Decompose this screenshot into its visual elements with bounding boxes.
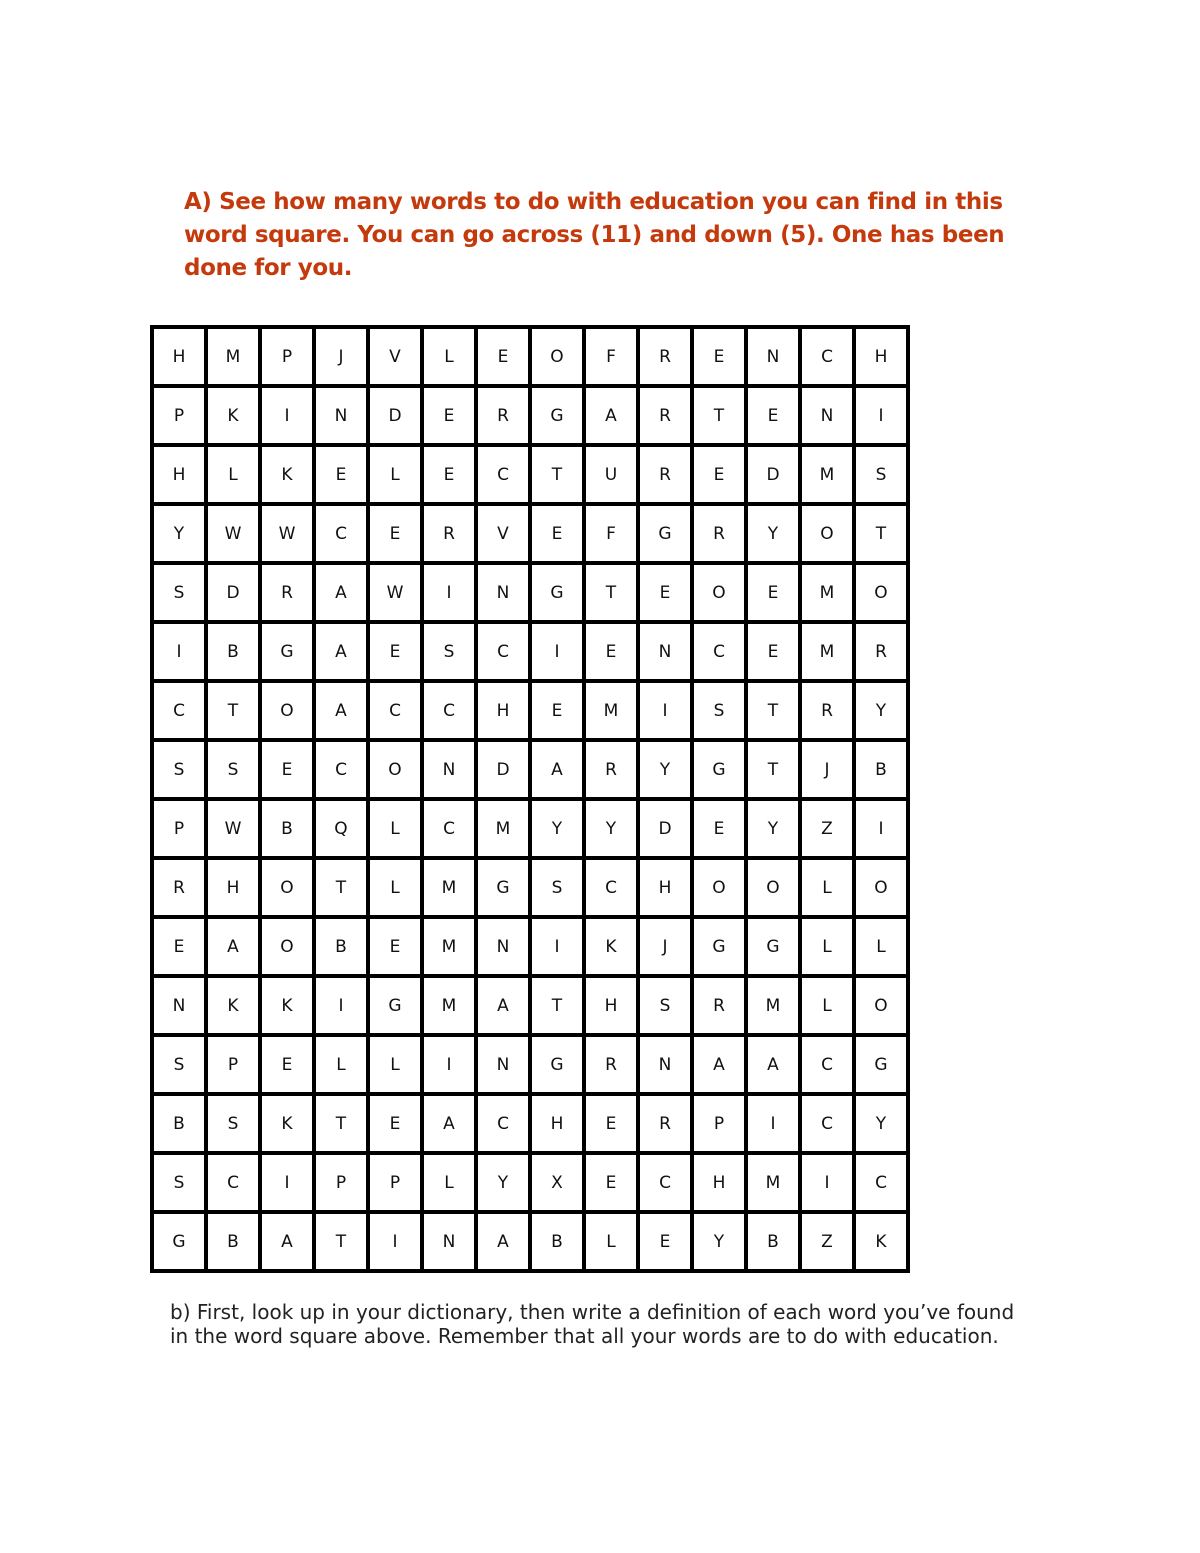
grid-row: [152, 681, 908, 740]
grid-cell[interactable]: A: [530, 740, 584, 799]
grid-cell[interactable]: B: [314, 917, 368, 976]
grid-cell[interactable]: H: [152, 445, 206, 504]
grid-cell[interactable]: R: [800, 681, 854, 740]
grid-cell[interactable]: T: [746, 740, 800, 799]
grid-cell[interactable]: M: [422, 976, 476, 1035]
grid-cell[interactable]: S: [152, 740, 206, 799]
grid-cell[interactable]: P: [260, 327, 314, 386]
grid-row: [152, 1153, 908, 1212]
grid-row: [152, 917, 908, 976]
grid-cell[interactable]: O: [854, 976, 908, 1035]
grid-cell[interactable]: W: [368, 563, 422, 622]
grid-cell[interactable]: E: [692, 445, 746, 504]
grid-row: [152, 740, 908, 799]
grid-row: [152, 563, 908, 622]
grid-cell[interactable]: A: [422, 1094, 476, 1153]
grid-cell[interactable]: A: [260, 1212, 314, 1271]
grid-cell[interactable]: R: [638, 1094, 692, 1153]
grid-cell[interactable]: M: [476, 799, 530, 858]
grid-cell[interactable]: G: [638, 504, 692, 563]
grid-cell[interactable]: J: [314, 327, 368, 386]
grid-cell[interactable]: D: [638, 799, 692, 858]
grid-cell[interactable]: G: [476, 858, 530, 917]
grid-cell[interactable]: A: [314, 563, 368, 622]
grid-cell[interactable]: Y: [854, 681, 908, 740]
grid-cell[interactable]: M: [206, 327, 260, 386]
grid-cell[interactable]: E: [692, 327, 746, 386]
grid-cell[interactable]: B: [152, 1094, 206, 1153]
grid-cell[interactable]: B: [746, 1212, 800, 1271]
grid-cell[interactable]: O: [746, 858, 800, 917]
grid-cell[interactable]: G: [152, 1212, 206, 1271]
grid-cell[interactable]: W: [206, 799, 260, 858]
grid-cell[interactable]: Y: [584, 799, 638, 858]
grid-cell[interactable]: U: [584, 445, 638, 504]
grid-row: [152, 976, 908, 1035]
grid-cell[interactable]: L: [854, 917, 908, 976]
grid-cell[interactable]: C: [152, 681, 206, 740]
grid-cell[interactable]: L: [422, 1153, 476, 1212]
grid-cell[interactable]: E: [638, 563, 692, 622]
grid-cell[interactable]: I: [368, 1212, 422, 1271]
grid-cell[interactable]: T: [314, 1094, 368, 1153]
grid-cell[interactable]: E: [584, 622, 638, 681]
grid-cell[interactable]: C: [314, 504, 368, 563]
grid-cell[interactable]: M: [422, 917, 476, 976]
grid-cell[interactable]: C: [584, 858, 638, 917]
grid-row: [152, 622, 908, 681]
grid-cell[interactable]: E: [584, 1094, 638, 1153]
grid-cell[interactable]: N: [800, 386, 854, 445]
grid-cell[interactable]: E: [368, 504, 422, 563]
grid-cell[interactable]: E: [422, 386, 476, 445]
grid-cell[interactable]: Y: [746, 504, 800, 563]
grid-cell[interactable]: D: [206, 563, 260, 622]
grid-cell[interactable]: S: [422, 622, 476, 681]
grid-cell[interactable]: I: [314, 976, 368, 1035]
grid-cell[interactable]: S: [206, 740, 260, 799]
grid-cell[interactable]: D: [476, 740, 530, 799]
grid-cell[interactable]: C: [314, 740, 368, 799]
grid-cell[interactable]: C: [638, 1153, 692, 1212]
grid-cell[interactable]: O: [530, 327, 584, 386]
grid-cell[interactable]: E: [530, 504, 584, 563]
grid-cell[interactable]: I: [746, 1094, 800, 1153]
grid-cell[interactable]: R: [584, 1035, 638, 1094]
grid-cell[interactable]: Y: [638, 740, 692, 799]
grid-cell[interactable]: E: [368, 1094, 422, 1153]
grid-cell[interactable]: E: [530, 681, 584, 740]
grid-cell[interactable]: C: [422, 681, 476, 740]
grid-cell[interactable]: S: [692, 681, 746, 740]
grid-cell[interactable]: E: [584, 1153, 638, 1212]
grid-cell[interactable]: S: [206, 1094, 260, 1153]
grid-cell[interactable]: Y: [854, 1094, 908, 1153]
grid-cell[interactable]: A: [746, 1035, 800, 1094]
grid-cell[interactable]: T: [692, 386, 746, 445]
grid-cell[interactable]: K: [260, 976, 314, 1035]
grid-cell[interactable]: M: [422, 858, 476, 917]
grid-cell[interactable]: F: [584, 327, 638, 386]
grid-cell[interactable]: E: [368, 917, 422, 976]
grid-cell[interactable]: T: [530, 445, 584, 504]
grid-cell[interactable]: N: [476, 1035, 530, 1094]
grid-cell[interactable]: J: [638, 917, 692, 976]
grid-cell[interactable]: O: [368, 740, 422, 799]
grid-cell[interactable]: O: [800, 504, 854, 563]
grid-cell[interactable]: E: [422, 445, 476, 504]
grid-cell[interactable]: P: [692, 1094, 746, 1153]
grid-cell[interactable]: H: [854, 327, 908, 386]
grid-cell[interactable]: H: [584, 976, 638, 1035]
grid-cell[interactable]: E: [746, 563, 800, 622]
grid-cell[interactable]: I: [854, 799, 908, 858]
grid-cell[interactable]: H: [152, 327, 206, 386]
grid-cell[interactable]: H: [692, 1153, 746, 1212]
grid-cell[interactable]: K: [260, 445, 314, 504]
grid-cell[interactable]: L: [368, 858, 422, 917]
grid-cell[interactable]: F: [584, 504, 638, 563]
grid-cell[interactable]: A: [476, 1212, 530, 1271]
grid-cell[interactable]: K: [584, 917, 638, 976]
grid-cell[interactable]: B: [206, 622, 260, 681]
grid-cell[interactable]: C: [422, 799, 476, 858]
grid-cell[interactable]: G: [530, 563, 584, 622]
grid-cell[interactable]: L: [800, 976, 854, 1035]
grid-cell[interactable]: T: [206, 681, 260, 740]
grid-cell[interactable]: T: [314, 858, 368, 917]
grid-cell[interactable]: N: [638, 1035, 692, 1094]
grid-cell[interactable]: P: [152, 386, 206, 445]
grid-cell[interactable]: E: [368, 622, 422, 681]
grid-cell[interactable]: G: [530, 386, 584, 445]
grid-cell[interactable]: J: [800, 740, 854, 799]
grid-cell[interactable]: T: [854, 504, 908, 563]
grid-cell[interactable]: I: [854, 386, 908, 445]
grid-cell[interactable]: R: [584, 740, 638, 799]
grid-cell[interactable]: E: [476, 327, 530, 386]
grid-cell[interactable]: D: [746, 445, 800, 504]
grid-cell[interactable]: O: [854, 858, 908, 917]
grid-cell[interactable]: P: [206, 1035, 260, 1094]
grid-cell[interactable]: E: [746, 622, 800, 681]
grid-cell[interactable]: I: [152, 622, 206, 681]
grid-cell[interactable]: S: [638, 976, 692, 1035]
grid-cell[interactable]: A: [314, 681, 368, 740]
grid-cell[interactable]: C: [476, 445, 530, 504]
grid-cell[interactable]: C: [368, 681, 422, 740]
grid-cell[interactable]: I: [422, 563, 476, 622]
grid-cell[interactable]: S: [530, 858, 584, 917]
grid-cell[interactable]: M: [746, 1153, 800, 1212]
grid-cell[interactable]: O: [260, 681, 314, 740]
grid-cell[interactable]: N: [746, 327, 800, 386]
grid-cell[interactable]: W: [206, 504, 260, 563]
grid-cell[interactable]: C: [476, 622, 530, 681]
word-square-grid: [150, 325, 910, 1273]
grid-cell[interactable]: G: [368, 976, 422, 1035]
grid-cell[interactable]: P: [152, 799, 206, 858]
grid-cell[interactable]: R: [692, 976, 746, 1035]
grid-cell[interactable]: T: [314, 1212, 368, 1271]
grid-cell[interactable]: R: [854, 622, 908, 681]
grid-cell[interactable]: W: [260, 504, 314, 563]
grid-cell[interactable]: R: [476, 386, 530, 445]
grid-cell[interactable]: B: [260, 799, 314, 858]
grid-cell[interactable]: D: [368, 386, 422, 445]
grid-cell[interactable]: E: [260, 740, 314, 799]
grid-cell[interactable]: E: [638, 1212, 692, 1271]
grid-cell[interactable]: L: [368, 445, 422, 504]
grid-cell[interactable]: Y: [692, 1212, 746, 1271]
grid-cell[interactable]: L: [800, 858, 854, 917]
grid-cell[interactable]: A: [314, 622, 368, 681]
grid-cell[interactable]: L: [314, 1035, 368, 1094]
grid-cell[interactable]: R: [152, 858, 206, 917]
grid-cell[interactable]: H: [638, 858, 692, 917]
grid-cell[interactable]: V: [476, 504, 530, 563]
grid-cell[interactable]: G: [746, 917, 800, 976]
grid-cell[interactable]: O: [260, 858, 314, 917]
grid-cell[interactable]: E: [746, 386, 800, 445]
grid-cell[interactable]: H: [530, 1094, 584, 1153]
grid-cell[interactable]: A: [692, 1035, 746, 1094]
grid-cell[interactable]: Y: [152, 504, 206, 563]
grid-row: [152, 386, 908, 445]
grid-cell[interactable]: S: [152, 1153, 206, 1212]
grid-cell[interactable]: C: [476, 1094, 530, 1153]
grid-cell[interactable]: O: [692, 858, 746, 917]
grid-row: [152, 799, 908, 858]
instruction-a: A) See how many words to do with education you can find in this word square. You can go across (11) and down (5). One has been done for you.: [184, 189, 1005, 281]
grid-cell[interactable]: H: [476, 681, 530, 740]
grid-cell[interactable]: Q: [314, 799, 368, 858]
grid-cell[interactable]: S: [854, 445, 908, 504]
grid-cell[interactable]: R: [638, 445, 692, 504]
grid-cell[interactable]: C: [800, 1094, 854, 1153]
grid-cell[interactable]: P: [314, 1153, 368, 1212]
grid-cell[interactable]: L: [368, 799, 422, 858]
grid-cell[interactable]: E: [692, 799, 746, 858]
grid-cell[interactable]: P: [368, 1153, 422, 1212]
grid-cell[interactable]: L: [584, 1212, 638, 1271]
grid-cell[interactable]: R: [692, 504, 746, 563]
grid-cell[interactable]: M: [800, 622, 854, 681]
grid-cell[interactable]: I: [638, 681, 692, 740]
grid-cell[interactable]: C: [206, 1153, 260, 1212]
grid-row: [152, 327, 908, 386]
grid-cell[interactable]: H: [206, 858, 260, 917]
grid-cell[interactable]: S: [152, 563, 206, 622]
grid-cell[interactable]: N: [422, 1212, 476, 1271]
grid-cell[interactable]: V: [368, 327, 422, 386]
grid-cell[interactable]: E: [314, 445, 368, 504]
grid-cell[interactable]: S: [152, 1035, 206, 1094]
grid-row: [152, 1212, 908, 1271]
instruction-b: b) First, look up in your dictionary, then write a definition of each word you’ve found in the word square above. Remember that all your words are to do with education.: [170, 1300, 1015, 1348]
grid-cell[interactable]: Y: [476, 1153, 530, 1212]
grid-row: [152, 445, 908, 504]
grid-cell[interactable]: I: [422, 1035, 476, 1094]
grid-row: [152, 858, 908, 917]
grid-cell[interactable]: G: [530, 1035, 584, 1094]
grid-cell[interactable]: B: [206, 1212, 260, 1271]
grid-cell[interactable]: K: [854, 1212, 908, 1271]
grid-cell[interactable]: B: [854, 740, 908, 799]
grid-cell[interactable]: N: [476, 563, 530, 622]
grid-cell[interactable]: T: [530, 976, 584, 1035]
grid-cell[interactable]: K: [260, 1094, 314, 1153]
grid-cell[interactable]: G: [692, 740, 746, 799]
grid-cell[interactable]: Y: [530, 799, 584, 858]
grid-cell[interactable]: A: [584, 386, 638, 445]
grid-cell[interactable]: Z: [800, 1212, 854, 1271]
grid-cell[interactable]: X: [530, 1153, 584, 1212]
grid-cell[interactable]: A: [476, 976, 530, 1035]
grid-cell[interactable]: M: [584, 681, 638, 740]
grid-cell[interactable]: O: [854, 563, 908, 622]
grid-cell[interactable]: A: [206, 917, 260, 976]
grid-cell[interactable]: I: [530, 622, 584, 681]
grid-cell[interactable]: C: [800, 327, 854, 386]
grid-cell[interactable]: N: [476, 917, 530, 976]
grid-cell[interactable]: O: [692, 563, 746, 622]
grid-cell[interactable]: K: [206, 976, 260, 1035]
grid-cell[interactable]: R: [638, 327, 692, 386]
grid-cell[interactable]: E: [260, 1035, 314, 1094]
grid-row: [152, 1035, 908, 1094]
grid-cell[interactable]: G: [692, 917, 746, 976]
grid-cell[interactable]: N: [422, 740, 476, 799]
grid-cell[interactable]: T: [746, 681, 800, 740]
grid-cell[interactable]: K: [206, 386, 260, 445]
grid-cell[interactable]: R: [422, 504, 476, 563]
grid-cell[interactable]: L: [206, 445, 260, 504]
grid-cell[interactable]: G: [854, 1035, 908, 1094]
grid-cell[interactable]: M: [746, 976, 800, 1035]
grid-cell[interactable]: O: [260, 917, 314, 976]
grid-row: [152, 504, 908, 563]
grid-cell[interactable]: R: [638, 386, 692, 445]
grid-row: [152, 1094, 908, 1153]
grid-cell[interactable]: L: [368, 1035, 422, 1094]
grid-cell[interactable]: L: [800, 917, 854, 976]
grid-cell[interactable]: I: [800, 1153, 854, 1212]
grid-cell[interactable]: I: [530, 917, 584, 976]
grid-cell[interactable]: M: [800, 445, 854, 504]
grid-cell[interactable]: L: [422, 327, 476, 386]
grid-cell[interactable]: T: [584, 563, 638, 622]
grid-cell[interactable]: E: [152, 917, 206, 976]
grid-cell[interactable]: G: [260, 622, 314, 681]
grid-cell[interactable]: R: [260, 563, 314, 622]
grid-cell[interactable]: N: [638, 622, 692, 681]
grid-cell[interactable]: I: [260, 1153, 314, 1212]
grid-cell[interactable]: Z: [800, 799, 854, 858]
grid-cell[interactable]: C: [854, 1153, 908, 1212]
grid-cell[interactable]: Y: [746, 799, 800, 858]
grid-cell[interactable]: C: [800, 1035, 854, 1094]
grid-cell[interactable]: M: [800, 563, 854, 622]
grid-cell[interactable]: N: [152, 976, 206, 1035]
grid-cell[interactable]: I: [260, 386, 314, 445]
grid-cell[interactable]: B: [530, 1212, 584, 1271]
grid-cell[interactable]: C: [692, 622, 746, 681]
grid-cell[interactable]: N: [314, 386, 368, 445]
